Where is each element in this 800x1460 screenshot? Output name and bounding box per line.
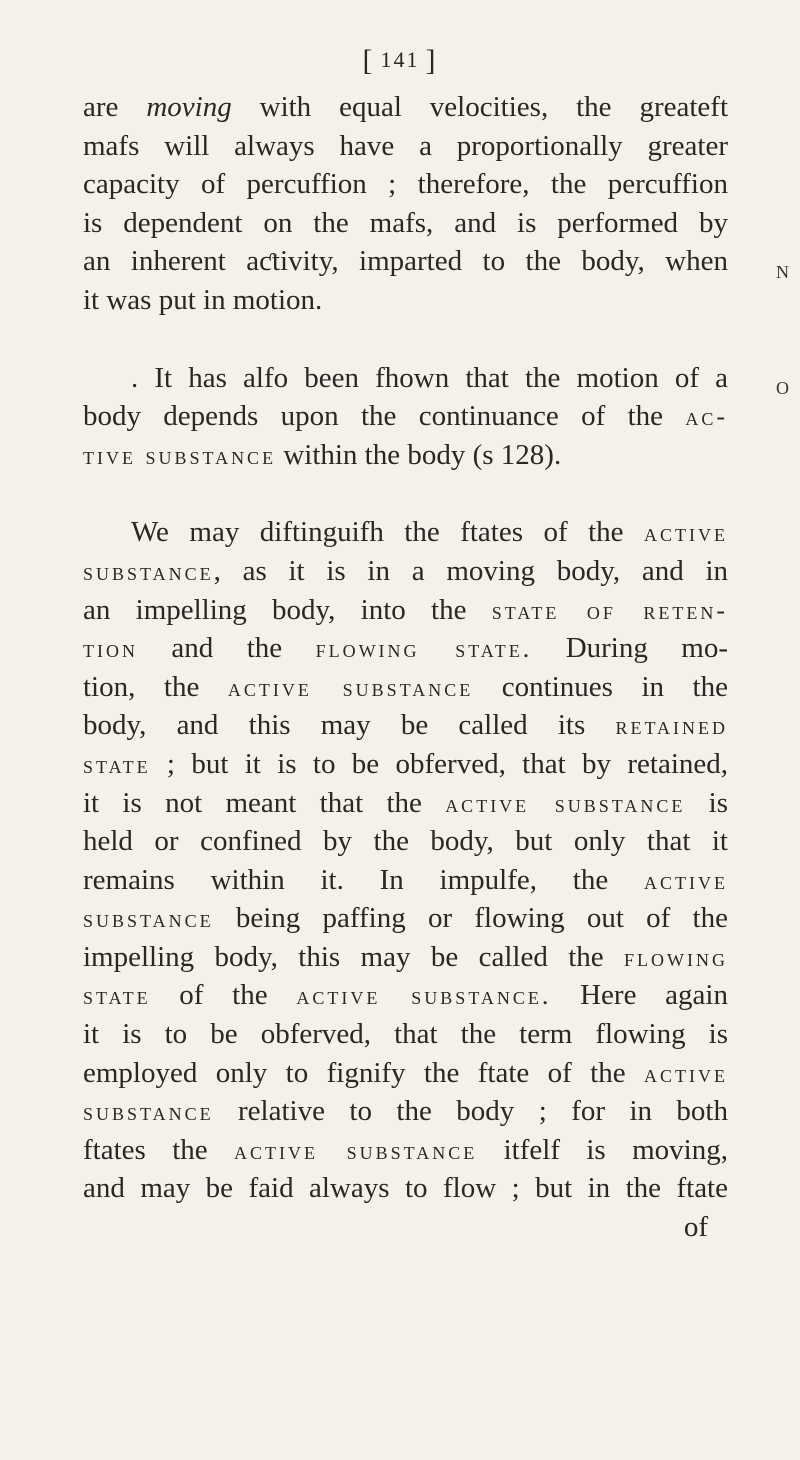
p3-line-4: tion and the flowing state. During mo- — [83, 632, 728, 665]
p3-line-3: an impelling body, into the state of reten- — [83, 593, 728, 626]
p1-line-5: an inherent aƈtivity, imparted to the body, when — [83, 245, 728, 278]
p3-line-2: substance, as it is in a moving body, and in — [83, 554, 728, 587]
p3-line-14: it is to be obferved, that the term flowing is — [83, 1018, 728, 1051]
p1-line-1: are moving with equal velocities, the greateft — [83, 91, 728, 123]
p3-line-12: impelling body, this may be called the flowing — [83, 940, 728, 973]
page-number-value: 141 — [380, 47, 420, 72]
p1-line-2: mafs will always have a proportionally greater — [83, 129, 728, 162]
p3-line-8: it is not meant that the active substance is — [83, 786, 728, 819]
body-text — [83, 88, 728, 1247]
page-number — [0, 44, 800, 78]
p3-line-9: held or confined by the body, but only that it — [83, 825, 728, 858]
p1-line-3: capacity of percuffion ; therefore, the percuffion — [83, 168, 728, 201]
p1-line-6: it was put in motion. — [83, 283, 323, 316]
p3-line-13: state of the active substance. Here again — [83, 979, 728, 1012]
p2-line-3: tive substance within the body (s 128). — [83, 438, 562, 471]
p3-line-1: We may diftinguifh the ftates of the active — [131, 516, 728, 549]
p3-line-10: remains within it. In impulfe, the active — [83, 863, 728, 896]
bracket-close: ] — [425, 44, 438, 77]
p3-line-17: ftates the active substance itfelf is moving, — [83, 1133, 728, 1166]
margin-mark-o: O — [776, 378, 789, 398]
p2-line-2: body depends upon the continuance of the ac- — [83, 400, 728, 433]
bracket-open: [ — [362, 44, 375, 77]
paragraph-gap — [83, 320, 728, 359]
catchword: of — [683, 1211, 708, 1244]
p3-line-6: body, and this may be called its retained — [83, 709, 728, 742]
paragraph-gap — [83, 474, 728, 513]
margin-mark-n: N — [776, 262, 789, 282]
p1-line-4: is dependent on the mafs, and is performed by — [83, 206, 728, 239]
p3-line-5: tion, the active substance continues in the — [83, 670, 728, 703]
p3-line-15: employed only to fignify the ftate of the active — [83, 1056, 728, 1089]
p2-line-1: . It has alfo been fhown that the motion of a — [131, 361, 728, 394]
p3-line-11: substance being paffing or flowing out of the — [83, 902, 728, 935]
p3-line-16: substance relative to the body ; for in both — [83, 1095, 728, 1128]
p3-line-7: state ; but it is to be obferved, that by retained, — [83, 747, 728, 780]
p3-line-18: and may be faid always to flow ; but in the ftate — [83, 1172, 728, 1205]
